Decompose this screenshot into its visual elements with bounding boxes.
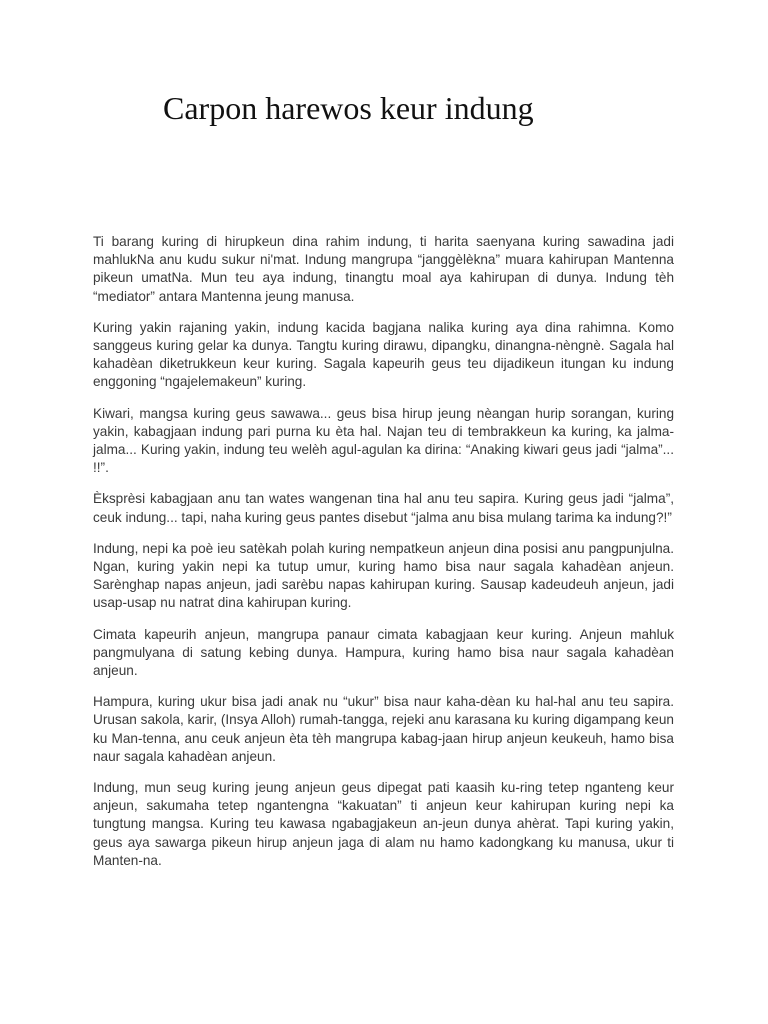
paragraph-3: Kiwari, mangsa kuring geus sawawa... geus bisa hirup jeung nèangan hurip sorangan, kuring yakin, kabagjaan indung pari purna ku èta hal. Najan teu di tembrakkeun ka kuring, ka jalma-jalma... Kuring yakin, indung teu welèh agul-agulan ka dirina: “Anaking kiwari geus jadi “jalma”... !!”. <box>93 405 674 476</box>
document-body <box>93 233 674 883</box>
paragraph-4: Èksprèsi kabagjaan anu tan wates wangenan tina hal anu teu sapira. Kuring geus jadi “jalma”, ceuk indung... tapi, naha kuring geus pantes disebut “jalma anu bisa mulang tarima ka indung?!” <box>93 491 674 525</box>
paragraph-5: Indung, nepi ka poè ieu satèkah polah kuring nempatkeun anjeun dina posisi anu pangpunjulna. Ngan, kuring yakin nepi ka tutup umur, kuring hamo bisa naur sagala kahadèan anjeun. Sarènghap napas anjeun, jadi sarèbu napas kahirupan kuring. Sausap kadeudeuh anjeun, jadi usap-usap nu natrat dina kahirupan kuring. <box>93 540 674 611</box>
paragraph-6: Cimata kapeurih anjeun, mangrupa panaur cimata kabagjaan keur kuring. Anjeun mahluk pangmulyana di satung kebing dunya. Hampura, kuring hamo bisa naur sagala kahadèan anjeun. <box>93 626 674 679</box>
paragraph-1: Ti barang kuring di hirupkeun dina rahim indung, ti harita saenyana kuring sawadina jadi mahlukNa anu kudu sukur ni'mat. Indung mangrupa “janggèlèkna” muara kahirupan Mantenna pikeun umatNa. Mun teu aya indung, tinangtu moal aya kahirupan di dunya. Indung tèh “mediator” antara Mantenna jeung manusa. <box>93 234 674 304</box>
paragraph-7: Hampura, kuring ukur bisa jadi anak nu “ukur” bisa naur kaha-dèan ku hal-hal anu teu sapira. Urusan sakola, karir, (Insya Alloh) rumah-tangga, rejeki anu karasana ku kuring digampang keun ku Man-tenna, anu ceuk anjeun èta tèh mangrupa kabag-jaan hirup anjeun keukeuh, hamo bisa naur sagala kahadèan anjeun. <box>93 694 674 764</box>
paragraph-8: Indung, mun seug kuring jeung anjeun geus dipegat pati kaasih ku-ring tetep nganteng keur anjeun, sakumaha tetep ngantengna “kakuatan” ti anjeun keur kahirupan kuring nepi ka tungtung mangsa. Kuring teu kawasa ngabagjakeun an-jeun dunya ahèrat. Tapi kuring yakin, geus aya sawarga pikeun hirup anjeun jaga di alam nu hamo kadongkang ku manusa, ukur ti Manten-na. <box>93 780 674 868</box>
document-title: Carpon harewos keur indung <box>163 90 534 126</box>
paragraph-2: Kuring yakin rajaning yakin, indung kacida bagjana nalika kuring aya dina rahimna. Komo sanggeus kuring gelar ka dunya. Tangtu kuring dirawu, dipangku, dinangna-nèngnè. Sagala hal kahadèan diketrukkeun keur kuring. Sagala kapeurih geus teu dijadikeun itungan ku indung enggoning “ngajelemakeun” kuring. <box>93 319 674 390</box>
